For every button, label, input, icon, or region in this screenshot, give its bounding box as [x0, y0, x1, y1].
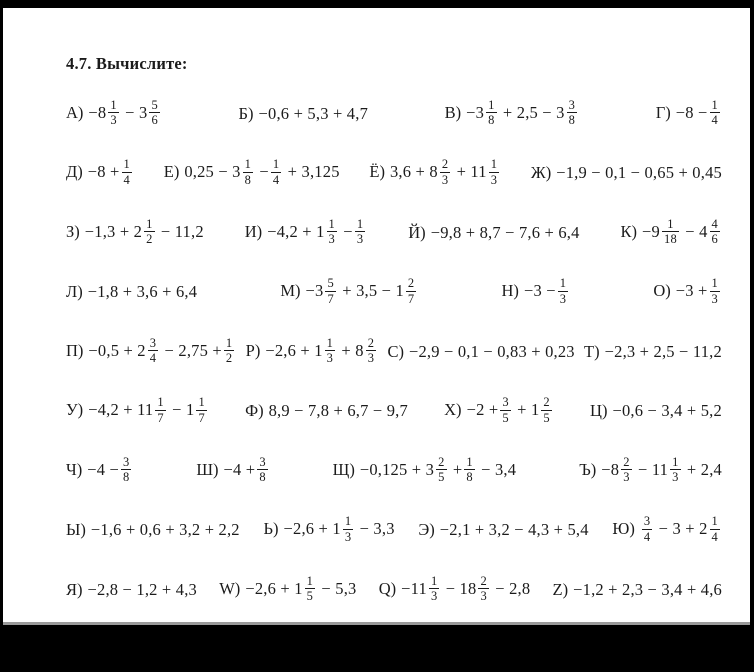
item-expression: −8 $\frac{1}{3}$ − 3 $\frac{5}{6}$ [88, 97, 158, 128]
item-expression: 0,25 − 3 $\frac{1}{8}$ − $\frac{1}{4}$ + 3,125 [184, 157, 340, 187]
exercise-item [445, 99, 579, 130]
item-expression: −2,6 + 1 $\frac{1}{3}$ + 8 $\frac{2}{3}$ [265, 335, 375, 366]
fraction: $\frac{1}{3}$ [110, 97, 117, 128]
exercise-row [66, 322, 722, 382]
exercise-item [219, 575, 356, 606]
exercise-item [579, 456, 722, 487]
item-label: Ф) [245, 401, 264, 421]
item-label: Ё) [369, 162, 385, 182]
exercise-item [584, 342, 722, 362]
exercise-item [66, 580, 197, 600]
fraction: $\frac{1}{2}$ [146, 216, 153, 247]
item-expression: 8,9 − 7,8 + 6,7 − 9,7 [268, 401, 408, 421]
item-label: Г) [655, 102, 671, 122]
fraction: $\frac{1}{3}$ [328, 216, 335, 247]
exercise-row [66, 501, 722, 561]
exercise-item [387, 342, 574, 362]
exercise-item [408, 223, 579, 243]
item-expression: −0,125 + 3 $\frac{2}{5}$ + $\frac{1}{8}$ − 3,4 [359, 454, 517, 485]
fraction: $\frac{2}{5}$ [438, 454, 445, 485]
exercise-item [502, 277, 571, 308]
fraction: $\frac{1}{8}$ [244, 157, 252, 187]
fraction: $\frac{2}{3}$ [367, 335, 375, 366]
exercise-item [444, 396, 554, 427]
item-expression: −9 $\frac{1}{18}$ − 4 $\frac{4}{6}$ [642, 216, 718, 247]
item-expression: −0,6 − 3,4 + 5,2 [612, 401, 722, 421]
item-label: Ш) [196, 459, 219, 479]
fraction: $\frac{2}{3}$ [623, 454, 630, 485]
item-label: Н) [501, 281, 519, 301]
item-expression: $\frac{3}{4}$ − 3 + 2 $\frac{1}{4}$ [643, 514, 718, 544]
fraction: $\frac{1}{3}$ [490, 157, 498, 187]
item-label: Х) [444, 400, 462, 420]
item-expression: −8 $\frac{2}{3}$ − 11 $\frac{1}{3}$ + 2,4 [601, 454, 722, 485]
fraction: $\frac{1}{7}$ [198, 395, 205, 425]
fraction: $\frac{3}{4}$ [643, 514, 651, 544]
item-label: Ь) [263, 519, 279, 539]
fraction: $\frac{3}{5}$ [502, 395, 509, 425]
exercise-item [379, 575, 531, 606]
item-label: З) [66, 221, 80, 241]
exercise-item [66, 99, 162, 130]
fraction: $\frac{2}{7}$ [407, 276, 415, 306]
exercise-item [264, 515, 395, 546]
fraction: $\frac{1}{3}$ [672, 454, 679, 485]
item-label: Щ) [332, 459, 355, 479]
item-expression: −4,2 + 1 $\frac{1}{3}$ − $\frac{1}{3}$ [267, 216, 364, 247]
item-label: А) [66, 102, 84, 122]
item-expression: −2,6 + 1 $\frac{1}{5}$ − 5,3 [245, 573, 357, 604]
fraction: $\frac{1}{3}$ [711, 276, 718, 306]
item-label: М) [280, 281, 301, 301]
item-label: В) [444, 102, 462, 122]
exercise-item [653, 277, 722, 308]
item-expression: −4,2 + 11 $\frac{1}{7}$ − 1 $\frac{1}{7}$ [88, 395, 205, 425]
item-expression: −1,8 + 3,6 + 6,4 [87, 282, 198, 302]
item-label: Ю) [612, 519, 635, 539]
item-label: Ч) [66, 459, 83, 479]
item-label: Е) [163, 162, 180, 182]
fraction: $\frac{1}{7}$ [157, 395, 164, 425]
fraction: $\frac{1}{8}$ [466, 454, 473, 485]
fraction: $\frac{3}{8}$ [568, 97, 576, 128]
item-expression: −2,3 + 2,5 − 11,2 [604, 341, 722, 361]
fraction: $\frac{1}{2}$ [225, 335, 233, 366]
exercise-item [418, 520, 588, 540]
exercise-item [164, 158, 340, 189]
exercise-item [280, 277, 418, 308]
item-expression: −3 $\frac{5}{7}$ + 3,5 − 1 $\frac{2}{7}$ [305, 276, 415, 306]
item-label: Ы) [66, 520, 86, 540]
exercise-row [66, 263, 722, 323]
exercise-item [66, 520, 240, 540]
item-label: П) [66, 340, 84, 360]
exercise-item [245, 401, 408, 421]
exercise-item [66, 396, 209, 427]
exercise-item [553, 580, 722, 600]
exercise-item [66, 218, 204, 249]
fraction: $\frac{2}{5}$ [543, 395, 550, 425]
exercise-row [66, 203, 722, 263]
item-expression: −2 + $\frac{3}{5}$ + 1 $\frac{2}{5}$ [466, 395, 550, 425]
exercise-list [66, 84, 722, 620]
item-expression: 3,6 + 8 $\frac{2}{3}$ + 11 $\frac{1}{3}$ [389, 157, 498, 187]
item-label: W) [219, 578, 241, 598]
fraction: $\frac{1}{3}$ [356, 216, 364, 247]
exercise-item [621, 218, 722, 249]
item-expression: −2,8 − 1,2 + 4,3 [87, 579, 197, 599]
exercise-item [333, 456, 517, 487]
item-label: Р) [245, 340, 261, 360]
item-expression: −4 + $\frac{3}{8}$ [223, 454, 266, 485]
exercise-item [590, 401, 722, 421]
item-expression: −9,8 + 8,7 − 7,6 + 6,4 [430, 222, 580, 242]
item-label: Я) [66, 579, 83, 599]
fraction: $\frac{1}{4}$ [123, 157, 130, 187]
exercise-item [196, 456, 269, 487]
exercise-item [66, 337, 236, 368]
exercise-item [246, 337, 379, 368]
item-label: Л) [66, 282, 83, 302]
exercise-item [612, 515, 722, 546]
exercise-item [656, 99, 722, 130]
item-label: Ц) [590, 401, 608, 421]
item-label: Q) [378, 578, 397, 598]
exercise-row [66, 84, 722, 144]
exercise-row [66, 382, 722, 442]
fraction: $\frac{4}{6}$ [711, 216, 718, 247]
fraction: $\frac{1}{3}$ [326, 335, 334, 366]
exercise-row [66, 144, 722, 204]
exercise-item [66, 282, 197, 302]
item-expression: −11 $\frac{1}{3}$ − 18 $\frac{2}{3}$ − 2,8 [401, 573, 531, 604]
item-expression: −2,1 + 3,2 − 4,3 + 5,4 [439, 520, 589, 540]
fraction: $\frac{2}{3}$ [480, 573, 487, 604]
item-label: О) [653, 281, 671, 301]
item-expression: −1,9 − 0,1 − 0,65 + 0,45 [556, 163, 722, 183]
item-label: Э) [418, 520, 435, 540]
exercise-item [66, 456, 133, 487]
document-page [3, 8, 750, 622]
page-content [3, 8, 750, 620]
fraction: $\frac{5}{6}$ [151, 97, 158, 128]
item-label: К) [620, 221, 638, 241]
fraction: $\frac{3}{8}$ [123, 454, 130, 485]
exercise-item [369, 158, 501, 189]
item-label: Т) [584, 341, 600, 361]
fraction: $\frac{3}{4}$ [149, 335, 157, 366]
fraction: $\frac{1}{18}$ [664, 216, 677, 247]
fraction: $\frac{1}{3}$ [344, 514, 352, 544]
fraction: $\frac{1}{3}$ [559, 276, 567, 306]
item-expression: −8 − $\frac{1}{4}$ [675, 97, 718, 128]
item-expression: −1,2 + 2,3 − 3,4 + 4,6 [573, 579, 722, 599]
item-expression: −1,3 + 2 $\frac{1}{2}$ − 11,2 [84, 216, 204, 247]
fraction: $\frac{1}{4}$ [711, 97, 718, 128]
item-expression: −1,6 + 0,6 + 3,2 + 2,2 [90, 520, 240, 540]
item-label: И) [244, 221, 263, 241]
item-expression: −8 + $\frac{1}{4}$ [87, 157, 130, 187]
item-expression: −2,9 − 0,1 − 0,83 + 0,23 [408, 341, 575, 361]
item-expression: −4 − $\frac{3}{8}$ [87, 454, 130, 485]
exercise-item [531, 163, 722, 183]
exercise-row [66, 441, 722, 501]
fraction: $\frac{5}{7}$ [327, 276, 334, 306]
exercise-item [239, 104, 368, 124]
fraction: $\frac{1}{5}$ [306, 573, 314, 604]
fraction: $\frac{1}{8}$ [488, 97, 495, 128]
fraction: $\frac{3}{8}$ [259, 454, 266, 485]
fraction: $\frac{1}{3}$ [430, 573, 438, 604]
item-expression: −3 − $\frac{1}{3}$ [523, 276, 567, 306]
item-label: Б) [238, 103, 254, 123]
item-expression: −3 + $\frac{1}{3}$ [675, 276, 718, 306]
item-label: С) [387, 341, 404, 361]
fraction: $\frac{1}{4}$ [272, 157, 280, 187]
item-expression: −0,6 + 5,3 + 4,7 [258, 103, 369, 123]
exercise-title: 4.7. Вычислите: [66, 54, 188, 73]
item-label: Ж) [530, 163, 552, 183]
exercise-item [245, 218, 368, 249]
fraction: $\frac{2}{3}$ [441, 157, 449, 187]
item-label: Z) [552, 579, 569, 599]
item-label: У) [66, 400, 84, 420]
exercise-row [66, 560, 722, 620]
item-expression: −0,5 + 2 $\frac{3}{4}$ − 2,75 + $\frac{1}{2}$ [88, 335, 233, 366]
item-expression: −3 $\frac{1}{8}$ + 2,5 − 3 $\frac{3}{8}$ [466, 97, 576, 128]
item-expression: −2,6 + 1 $\frac{1}{3}$ − 3,3 [283, 514, 395, 544]
item-label: Й) [408, 222, 426, 242]
item-label: Ъ) [579, 459, 597, 479]
item-label: Д) [66, 162, 83, 182]
fraction: $\frac{1}{4}$ [711, 514, 718, 544]
exercise-item [66, 158, 134, 189]
